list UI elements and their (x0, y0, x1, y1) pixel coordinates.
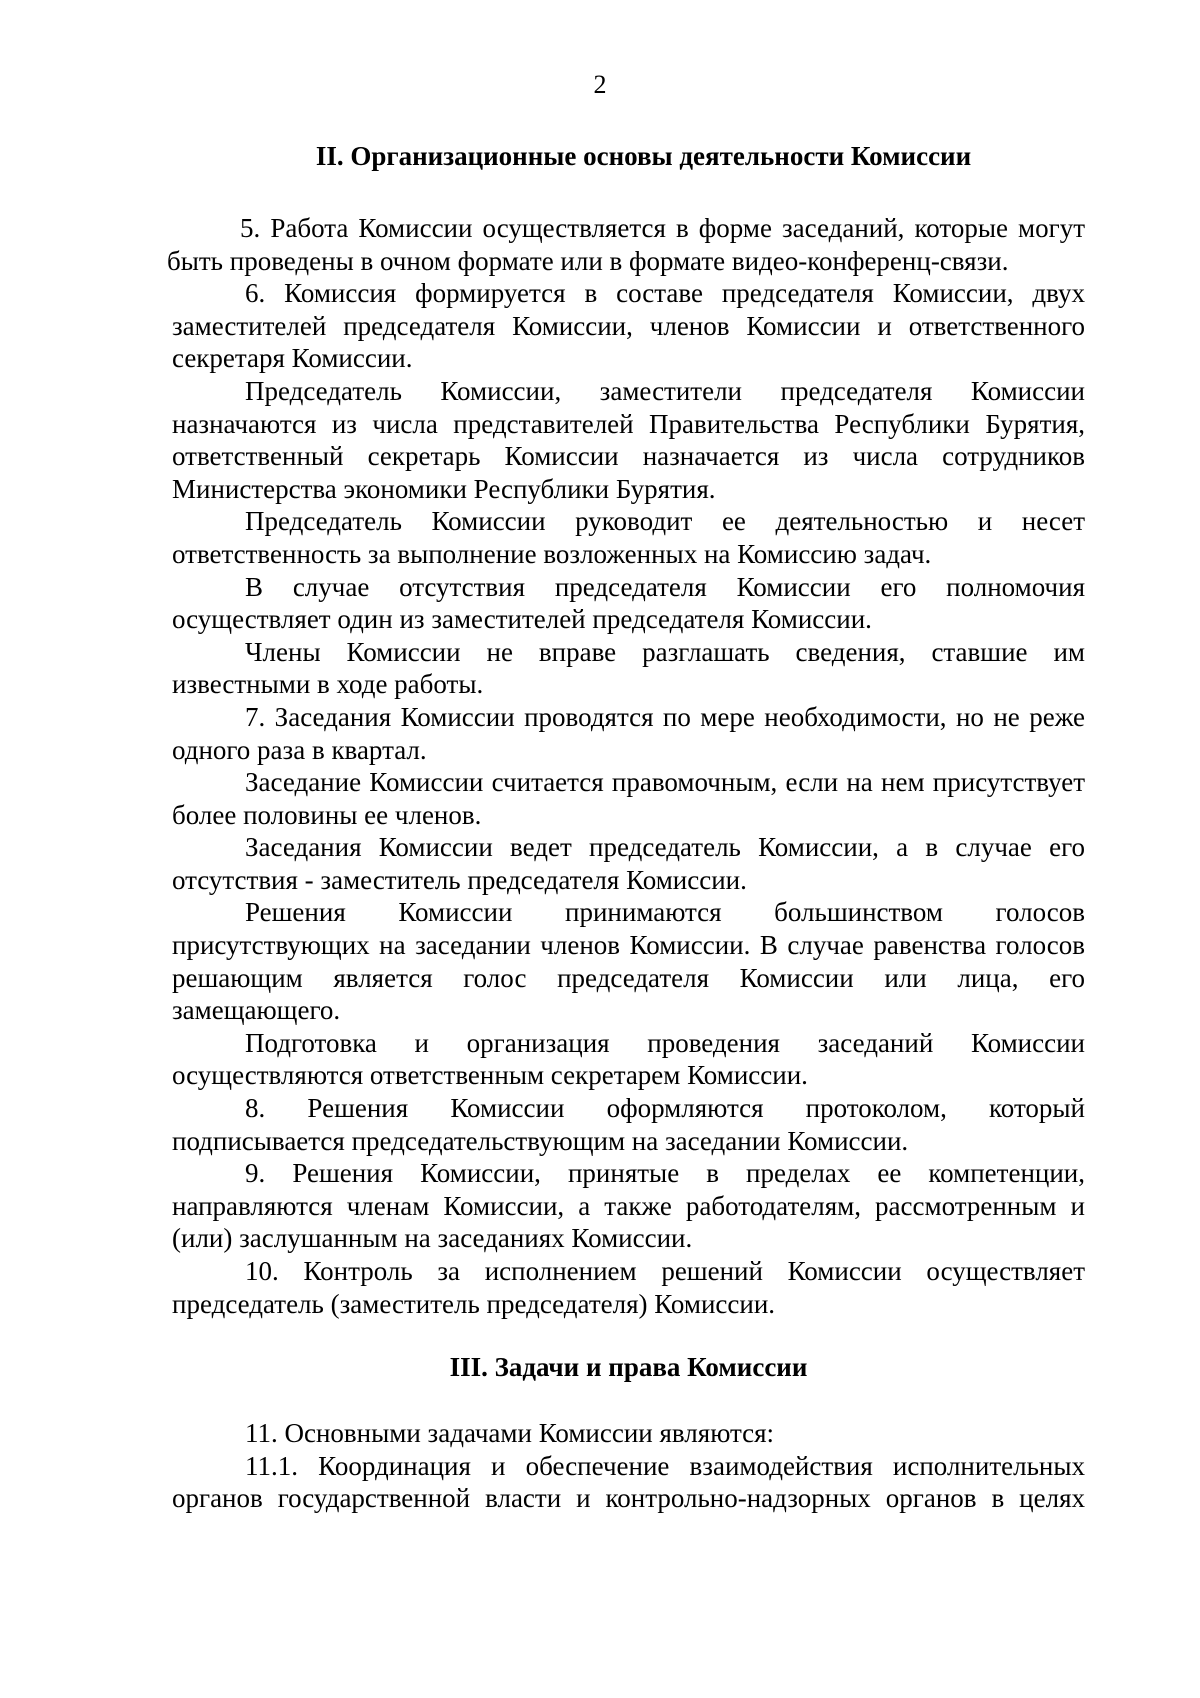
paragraph-6-chairman-absence: В случае отсутствия председателя Комиссии его полномочия осуществляет один из заместителей председателя Комиссии. (172, 571, 1085, 635)
section-2-title: II. Организационные основы деятельности Комиссии (315, 141, 972, 171)
paragraph-10: 10. Контроль за исполнением решений Комиссии осуществляет председатель (заместитель председателя) Комиссии. (172, 1256, 1085, 1319)
paragraph-7-preparation: Подготовка и организация проведения заседаний Комиссии осуществляются ответственным секретарем Комиссии. (172, 1027, 1085, 1091)
paragraph-6-confidentiality: Члены Комиссии не вправе разглашать сведения, ставшие им известными в ходе работы. (172, 636, 1085, 700)
paragraph-9: 9. Решения Комиссии, принятые в пределах ее компетенции, направляются членам Комиссии, а также работодателям, рассмотренным и (или) заслушанным на заседаниях Комиссии. (172, 1158, 1085, 1254)
paragraph-7-quorum: Заседание Комиссии считается правомочным, если на нем присутствует более половины ее членов. (172, 767, 1085, 830)
paragraph-7-presiding: Заседания Комиссии ведет председатель Комиссии, а в случае его отсутствия - заместитель председателя Комиссии. (172, 832, 1085, 895)
page-number: 2 (593, 70, 607, 99)
paragraph-6: 6. Комиссия формируется в составе председателя Комиссии, двух заместителей председателя Комиссии, членов Комиссии и ответственного секретаря Комиссии. (172, 278, 1085, 374)
paragraph-11: 11. Основными задачами Комиссии являются: (245, 1418, 775, 1449)
paragraph-7-voting: Решения Комиссии принимаются большинством голосов присутствующих на заседании членов Комиссии. В случае равенства голосов решающим является голос председателя Комиссии или лица, его замещающего. (172, 897, 1085, 1026)
paragraph-8: 8. Решения Комиссии оформляются протоколом, который подписывается председательствующим на заседании Комиссии. (172, 1093, 1085, 1156)
paragraph-11-1: 11.1. Координация и обеспечение взаимодействия исполнительных органов государственной власти и контрольно-надзорных органов в целях (172, 1450, 1085, 1514)
paragraph-7: 7. Заседания Комиссии проводятся по мере необходимости, но не реже одного раза в квартал. (172, 701, 1085, 765)
paragraph-6-chairman-duties: Председатель Комиссии руководит ее деятельностью и несет ответственность за выполнение возложенных на Комиссию задач. (172, 506, 1085, 569)
paragraph-6-chairman-appointment: Председатель Комиссии, заместители председателя Комиссии назначаются из числа представителей Правительства Республики Бурятия, ответственный секретарь Комиссии назначается из числа сотрудников Министерства экономики Республики Бурятия. (172, 375, 1085, 504)
section-3-title: III. Задачи и права Комиссии (449, 1352, 808, 1383)
paragraph-5: 5. Работа Комиссии осуществляется в форме заседаний, которые могут быть проведены в очном формате или в формате видео-конференц-связи. (167, 213, 1085, 276)
document-body (167, 140, 1085, 1515)
